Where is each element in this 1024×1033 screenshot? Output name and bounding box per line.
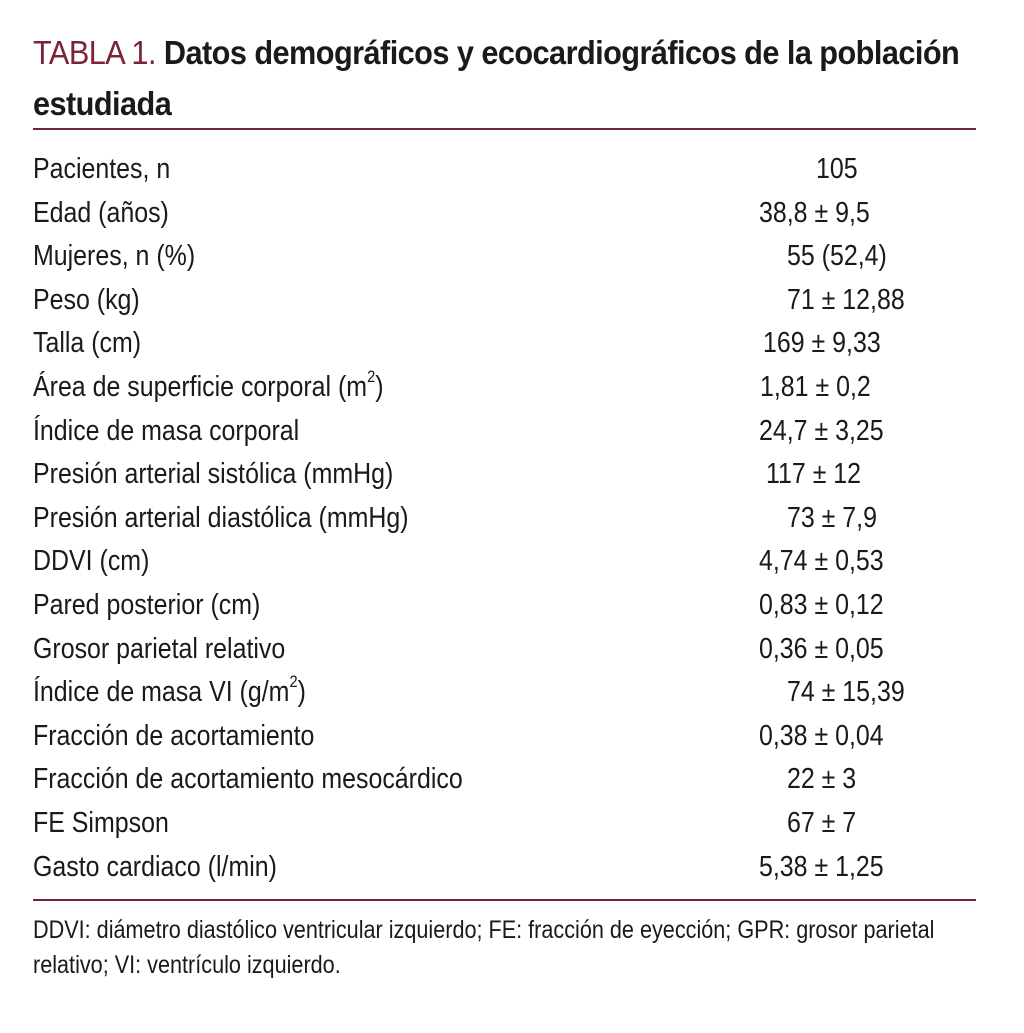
- table-row: [33, 410, 976, 454]
- row-value: 1,81 ± 0,2: [760, 370, 871, 403]
- table-document: [33, 0, 976, 979]
- data-table: [33, 148, 976, 889]
- row-label-text: Índice de masa VI (g/m: [33, 676, 290, 709]
- table-row: [33, 671, 976, 715]
- table-row: [33, 235, 976, 279]
- superscript: 2: [367, 367, 376, 387]
- row-label: [33, 671, 306, 715]
- row-label-suffix: ): [375, 370, 384, 403]
- row-value: 71 ± 12,88: [787, 283, 905, 316]
- table-row: [33, 758, 976, 802]
- row-value: 74 ± 15,39: [787, 676, 905, 709]
- row-value: 0,36 ± 0,05: [759, 632, 884, 665]
- row-value: 0,83 ± 0,12: [759, 588, 884, 621]
- row-value: 169 ± 9,33: [763, 327, 881, 360]
- row-label: [33, 366, 384, 410]
- table-row: [33, 584, 976, 628]
- row-label: Mujeres, n (%): [33, 240, 196, 273]
- row-value: 73 ± 7,9: [787, 501, 877, 534]
- row-label: Presión arterial diastólica (mmHg): [33, 501, 409, 534]
- row-value: 55 (52,4): [787, 240, 887, 273]
- table-row: [33, 148, 976, 192]
- row-value: 38,8 ± 9,5: [759, 196, 870, 229]
- row-label: Grosor parietal relativo: [33, 632, 286, 665]
- table-row: [33, 497, 976, 541]
- row-label: Edad (años): [33, 196, 169, 229]
- row-value: 67 ± 7: [787, 806, 857, 839]
- table-row: [33, 366, 976, 410]
- table-row: [33, 279, 976, 323]
- row-value: 105: [816, 153, 858, 185]
- row-label: Gasto cardiaco (l/min): [33, 850, 277, 883]
- row-label: Fracción de acortamiento: [33, 719, 315, 752]
- row-label: Índice de masa corporal: [33, 414, 300, 447]
- row-label: Pared posterior (cm): [33, 588, 261, 621]
- table-row: [33, 453, 976, 497]
- bottom-divider: [33, 899, 976, 901]
- table-row: [33, 628, 976, 672]
- row-value: 24,7 ± 3,25: [759, 414, 884, 447]
- row-value: 117 ± 12: [766, 458, 862, 491]
- table-label: TABLA 1.: [33, 34, 156, 71]
- row-label-suffix: ): [297, 676, 306, 709]
- table-row: [33, 802, 976, 846]
- row-value: 5,38 ± 1,25: [759, 850, 884, 883]
- top-divider: [33, 128, 976, 130]
- table-row: [33, 192, 976, 236]
- row-label: Presión arterial sistólica (mmHg): [33, 458, 394, 491]
- superscript: 2: [289, 672, 298, 692]
- row-label: FE Simpson: [33, 806, 169, 839]
- row-label: Fracción de acortamiento mesocárdico: [33, 763, 463, 796]
- row-label: Pacientes, n: [33, 153, 171, 185]
- table-title-text: Datos demográficos y ecocardiográficos de la población estudiada: [33, 34, 960, 122]
- row-value: 0,38 ± 0,04: [759, 719, 884, 752]
- row-label-text: Área de superficie corporal (m: [33, 370, 368, 403]
- row-label: DDVI (cm): [33, 545, 150, 578]
- row-value: 4,74 ± 0,53: [759, 545, 884, 578]
- table-row: [33, 540, 976, 584]
- table-footnote: DDVI: diámetro diastólico ventricular izquierdo; FE: fracción de eyección; GPR: grosor parietal relativo; VI: ventrículo izquierdo.: [33, 916, 935, 979]
- table-row: [33, 322, 976, 366]
- table-row: [33, 715, 976, 759]
- table-title: [33, 0, 982, 129]
- table-row: [33, 846, 976, 890]
- row-label: Peso (kg): [33, 283, 140, 316]
- row-value: 22 ± 3: [787, 763, 857, 796]
- row-label: Talla (cm): [33, 327, 142, 360]
